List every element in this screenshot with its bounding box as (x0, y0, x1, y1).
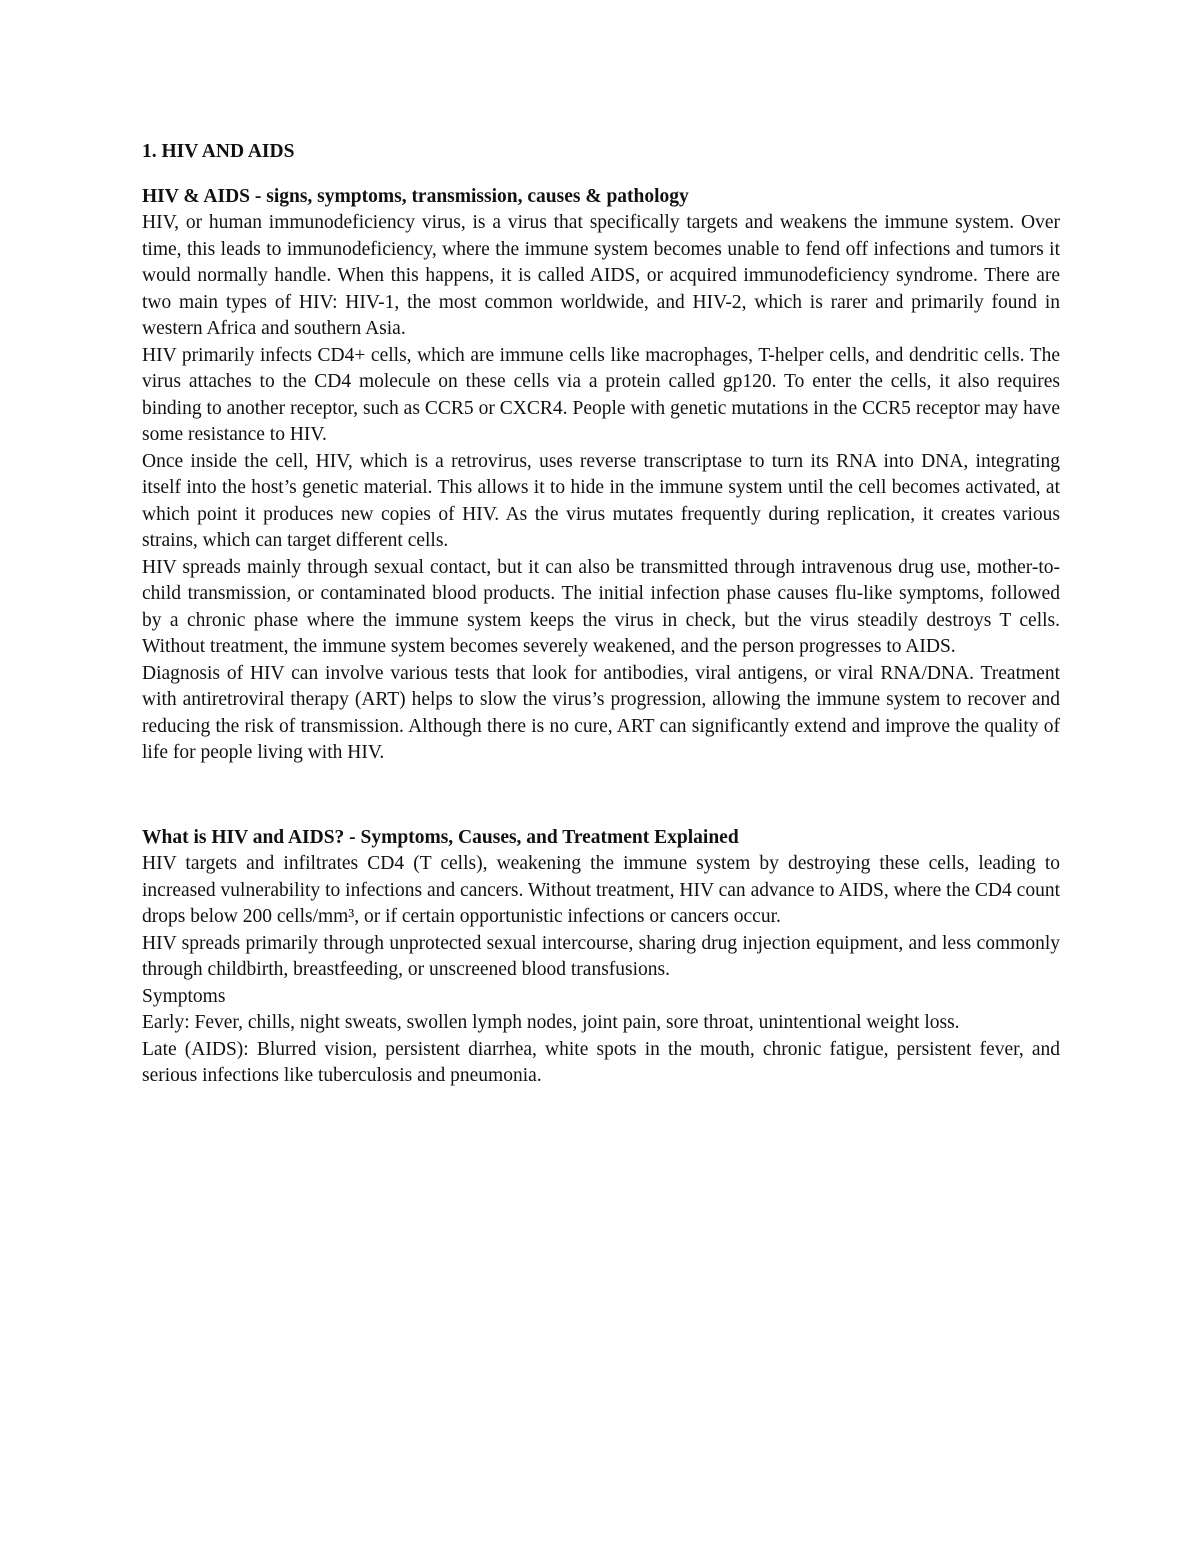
document-title: 1. HIV AND AIDS (142, 141, 295, 162)
paragraph-spread: HIV spreads primarily through unprotected sexual intercourse, sharing drug injection equipment, and less commonly through childbirth, breastfeeding, or unscreened blood transfusions. (142, 932, 1060, 980)
paragraph-transmission: HIV spreads mainly through sexual contact, but it can also be transmitted through intravenous drug use, mother-to-child transmission, or contaminated blood products. The initial infection phase causes flu-like symptoms, followed by a chronic phase where the immune system keeps the virus in check, but the virus steadily destroys T cells. Without treatment, the immune system becomes severely weakened, and the person progresses to AIDS. (142, 556, 1060, 657)
symptoms-early: Early: Fever, chills, night sweats, swollen lymph nodes, joint pain, sore throat, unintentional weight loss. (142, 1012, 960, 1033)
document-page (142, 139, 1060, 1090)
symptoms-label: Symptoms (142, 985, 226, 1007)
paragraph-retrovirus: Once inside the cell, HIV, which is a retrovirus, uses reverse transcriptase to turn its RNA into DNA, integrating itself into the host’s genetic material. This allows it to hide in the immune system until the cell becomes activated, at which point it produces new copies of HIV. As the virus mutates frequently during replication, it creates various strains, which can target different cells. (142, 450, 1060, 551)
paragraph-overview: HIV, or human immunodeficiency virus, is a virus that specifically targets and weakens the immune system. Over time, this leads to immunodeficiency, where the immune system becomes unable to fend off infections and tumors it would normally handle. When this happens, it is called AIDS, or acquired immunodeficiency syndrome. There are two main types of HIV: HIV-1, the most common worldwide, and HIV-2, which is rarer and primarily found in western Africa and southern Asia. (142, 212, 1060, 339)
section-heading-explained: What is HIV and AIDS? - Symptoms, Causes, and Treatment Explained (142, 826, 739, 848)
symptoms-late: Late (AIDS): Blurred vision, persistent diarrhea, white spots in the mouth, chronic fatigue, persistent fever, and serious infections like tuberculosis and pneumonia. (142, 1038, 1060, 1086)
section-heading-pathology: HIV & AIDS - signs, symptoms, transmission, causes & pathology (142, 185, 689, 207)
paragraph-cd4-infection: HIV primarily infects CD4+ cells, which are immune cells like macrophages, T-helper cells, and dendritic cells. The virus attaches to the CD4 molecule on these cells via a protein called gp120. To enter the cells, it also requires binding to another receptor, such as CCR5 or CXCR4. People with genetic mutations in the CCR5 receptor may have some resistance to HIV. (142, 344, 1060, 445)
paragraph-diagnosis: Diagnosis of HIV can involve various tests that look for antibodies, viral antigens, or viral RNA/DNA. Treatment with antiretroviral therapy (ART) helps to slow the virus’s progression, allowing the immune system to recover and reducing the risk of transmission. Although there is no cure, ART can significantly extend and improve the quality of life for people living with HIV. (142, 662, 1060, 763)
paragraph-cd4-targets: HIV targets and infiltrates CD4 (T cells), weakening the immune system by destroying these cells, leading to increased vulnerability to infections and cancers. Without treatment, HIV can advance to AIDS, where the CD4 count drops below 200 cells/mm³, or if certain opportunistic infections or cancers occur. (142, 853, 1060, 927)
